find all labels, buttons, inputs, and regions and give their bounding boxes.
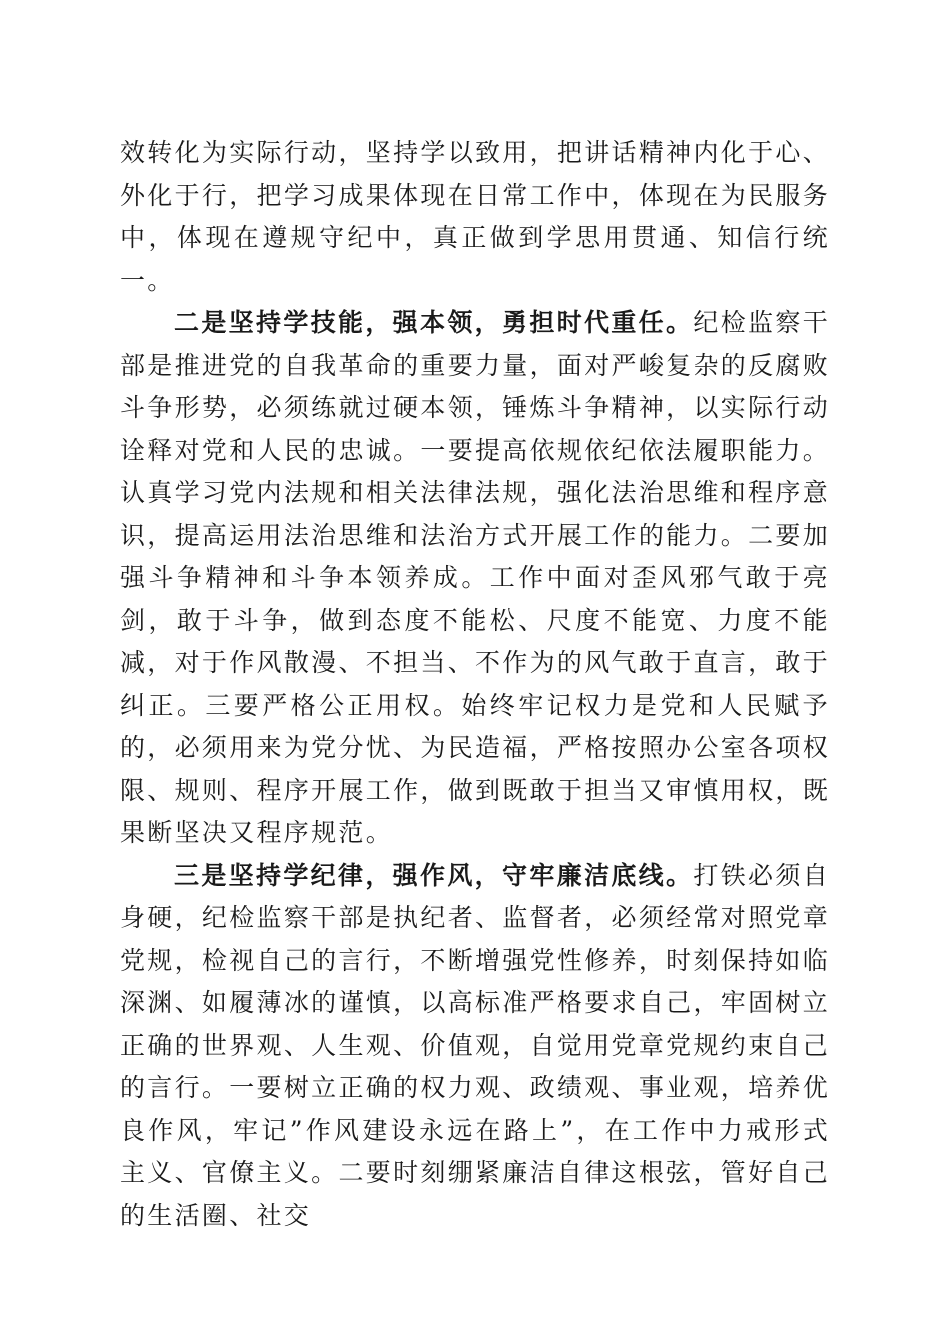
paragraph-continuation — [120, 132, 830, 302]
document-body — [120, 132, 830, 1237]
paragraph-text: 效转化为实际行动，坚持学以致用，把讲话精神内化于心、外化于行，把学习成果体现在日常工作中，体现在为民服务中，体现在遵规守纪中，真正做到学思用贯通、知信行统一。 — [120, 138, 830, 295]
paragraph-text: 纪检监察干部是推进党的自我革命的重要力量，面对严峻复杂的反腐败斗争形势，必须练就过硬本领，锤炼斗争精神，以实际行动诠释对党和人民的忠诚。一要提高依规依纪依法履职能力。认真学习党内法规和相关法律法规，强化法治思维和程序意识，提高运用法治思维和法治方式开展工作的能力。二要加强斗争精神和斗争本领养成。工作中面对歪风邪气敢于亮剑，敢于斗争，做到态度不能松、尺度不能宽、力度不能减，对于作风散漫、不担当、不作为的风气敢于直言，敢于纠正。三要严格公正用权。始终牢记权力是党和人民赋予的，必须用来为党分忧、为民造福，严格按照办公室各项权限、规则、程序开展工作，做到既敢于担当又审慎用权，既果断坚决又程序规范。 — [120, 308, 830, 847]
paragraph-discipline — [120, 855, 830, 1238]
paragraph-heading: 三是坚持学纪律，强作风，守牢廉洁底线。 — [174, 860, 694, 890]
paragraph-heading: 二是坚持学技能，强本领，勇担时代重任。 — [174, 308, 694, 337]
paragraph-text: 打铁必须自身硬，纪检监察干部是执纪者、监督者，必须经常对照党章党规，检视自己的言行，不断增强党性修养，时刻保持如临深渊、如履薄冰的谨慎，以高标准严格要求自己，牢固树立正确的世界观、人生观、价值观，自觉用党章党规约束自己的言行。一要树立正确的权力观、政绩观、事业观，培养优良作风，牢记”作风建设永远在路上”，在工作中力戒形式主义、官僚主义。二要时刻绷紧廉洁自律这根弦，管好自己的生活圈、社交 — [120, 860, 830, 1230]
paragraph-skills — [120, 302, 830, 855]
